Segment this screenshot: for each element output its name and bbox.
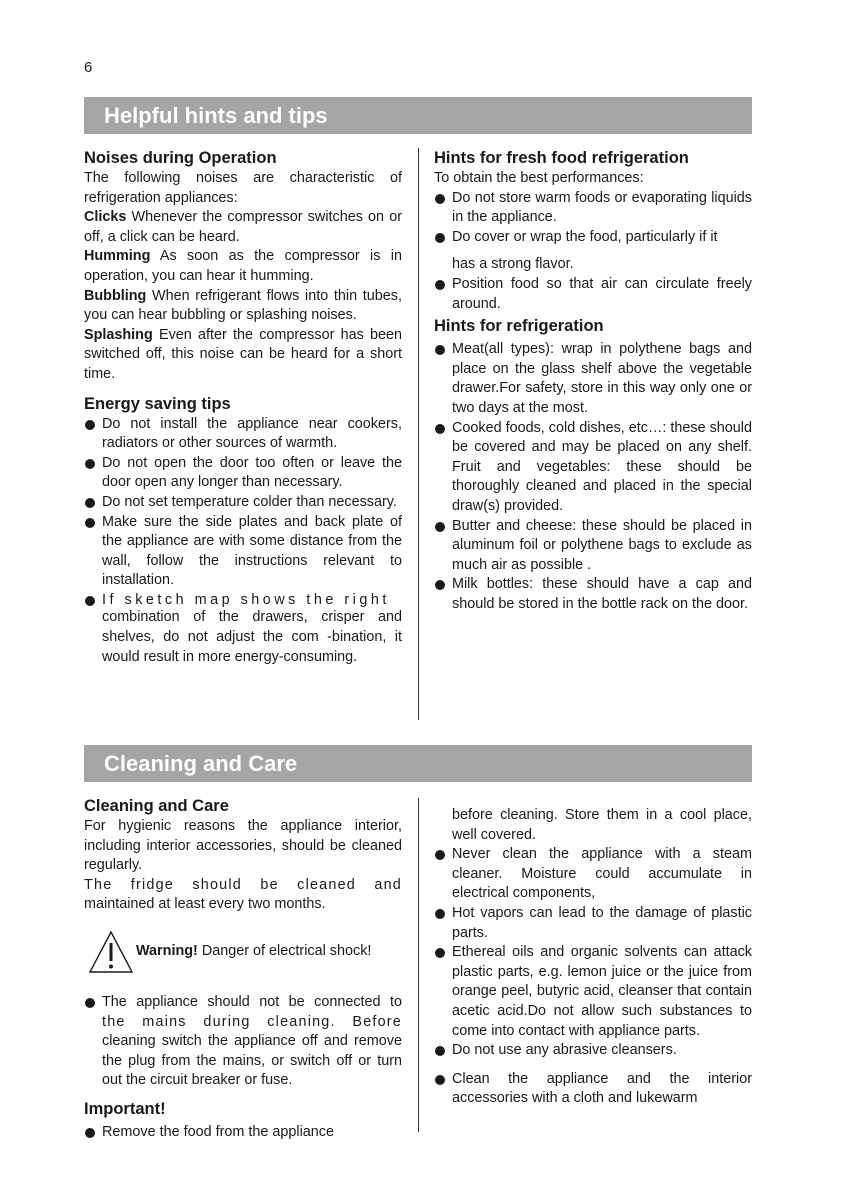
cleaning-heading: Cleaning and Care [84,797,229,815]
cleaning-tip: Clean the appliance and the interior accessories with a cloth and lukewarm [434,1070,752,1109]
energy-heading: Energy saving tips [84,394,231,413]
right-column-cleaning [434,806,752,1109]
refrigeration-heading: Hints for refrigeration [434,317,604,336]
energy-tip: Do not install the appliance near cookers, radiators or other sources of warmth. [84,415,402,454]
warning-notice [84,929,402,983]
bullet-icon [85,459,95,469]
left-column-hints [84,148,402,667]
noise-item [84,208,402,247]
important-heading: Important! [84,1099,166,1118]
bullet-icon [85,420,95,430]
refrigeration-tip: Butter and cheese: these should be placed in aluminum foil or polythene bags to exclude as much air as possible . [434,517,752,576]
cleaning-tip: Never clean the appliance with a steam cleaner. Moisture could accumulate in electrical components, [434,845,752,904]
energy-tip: If sketch map shows the right [84,591,402,611]
cleaning-tip: Ethereal oils and organic solvents can attack plastic parts, e.g. lemon juice or the juice from orange peel, butyric acid, cleanser that contain acetic acid.Do not allow such substances to come into contact with appliance parts. [434,943,752,1041]
fresh-tip-continued: has a strong flavor. [452,256,574,273]
bullet-icon [435,850,445,860]
bullet-icon [435,280,445,290]
cleaning-frequency: The fridge should be cleaned and [84,876,402,893]
bullet-icon [435,1046,445,1056]
column-divider [418,798,419,1132]
bullet-icon [85,498,95,508]
page-number: 6 [84,59,93,76]
noise-text: Whenever the compressor switches on or off, a click can be heard. [84,209,402,245]
energy-tip: Do not set temperature colder than necessary. [84,493,402,513]
cleaning-intro: For hygienic reasons the appliance interior, including interior accessories, should be cleaned regularly. [84,818,402,874]
bullet-icon [435,909,445,919]
fresh-tip: Position food so that air can circulate freely around. [434,275,752,314]
cleaning-tip-continued: cleaning switch the appliance off and remove the plug from the mains, or switch off or turn out the circuit breaker or fuse. [102,1033,402,1089]
energy-tip: Make sure the side plates and back plate of the appliance are with some distance from the wall, follow the instructions relevant to installation. [84,513,402,591]
noise-term: Bubbling [84,287,147,304]
bullet-icon [435,580,445,590]
noise-item [84,326,402,385]
bullet-icon [435,233,445,243]
bullet-icon [435,424,445,434]
fresh-intro: To obtain the best performances: [434,170,644,186]
cleaning-tip: Do not use any abrasive cleansers. [434,1041,752,1061]
refrigeration-tip: Cooked foods, cold dishes, etc…: these should be covered and may be placed on any shelf. Fruit and vegetables: these should be thoroughly cleaned and placed in the special draw(s) provided. [434,419,752,517]
warning-text [136,942,371,962]
noise-text: Even after the compressor has been switched off, this noise can be heard for a short time. [84,326,402,382]
bullet-icon [85,596,95,606]
noise-term: Humming [84,248,151,265]
bullet-icon [435,1075,445,1085]
fresh-tip: Do not store warm foods or evaporating liquids in the appliance. [434,189,752,228]
noise-term: Clicks [84,209,127,226]
bullet-icon [85,1128,95,1138]
section-banner-hints: Helpful hints and tips [84,97,752,134]
bullet-icon [85,518,95,528]
warning-message: Danger of electrical shock! [197,942,372,959]
fresh-heading: Hints for fresh food refrigeration [434,149,689,167]
bullet-icon [435,948,445,958]
cleaning-tip: The appliance should not be connected to [84,993,402,1013]
fresh-tip: Do cover or wrap the food, particularly if it [434,228,752,248]
refrigeration-tip: Milk bottles: these should have a cap and should be stored in the bottle rack on the door. [434,575,752,614]
section-banner-cleaning: Cleaning and Care [84,745,752,782]
right-column-hints [434,148,752,614]
bullet-icon [435,522,445,532]
noises-intro: The following noises are characteristic of refrigeration appliances: [84,170,402,206]
column-divider [418,148,419,720]
noise-term: Splashing [84,326,153,343]
energy-tip-continued: combination of the drawers, crisper and shelves, do not adjust the com -bination, it would result in more energy-consuming. [102,609,402,665]
cleaning-tip: Hot vapors can lead to the damage of plastic parts. [434,904,752,943]
noise-item [84,287,402,326]
bullet-icon [435,345,445,355]
cleaning-tip-continued: the mains during cleaning. Before [102,1013,402,1030]
noise-item [84,247,402,286]
left-column-cleaning [84,796,402,1143]
refrigeration-tip: Meat(all types): wrap in polythene bags and place on the glass shelf above the vegetable drawer.For safety, store in this way only one or two days at the most. [434,340,752,418]
cleaning-tip-continued: before cleaning. Store them in a cool place, well covered. [452,807,752,843]
bullet-icon [85,998,95,1008]
bullet-icon [435,194,445,204]
noises-heading: Noises during Operation [84,149,277,167]
cleaning-frequency-continued: maintained at least every two months. [84,896,326,913]
warning-label: Warning! [136,942,198,959]
noise-text: When refrigerant flows into thin tubes, you can hear bubbling or splashing noises. [84,287,402,324]
cleaning-tip: Remove the food from the appliance [84,1123,402,1143]
noise-text: As soon as the compressor is in operation, you can hear it humming. [84,248,402,284]
warning-triangle-icon [88,929,134,975]
energy-tip: Do not open the door too often or leave the door open any longer than necessary. [84,454,402,493]
